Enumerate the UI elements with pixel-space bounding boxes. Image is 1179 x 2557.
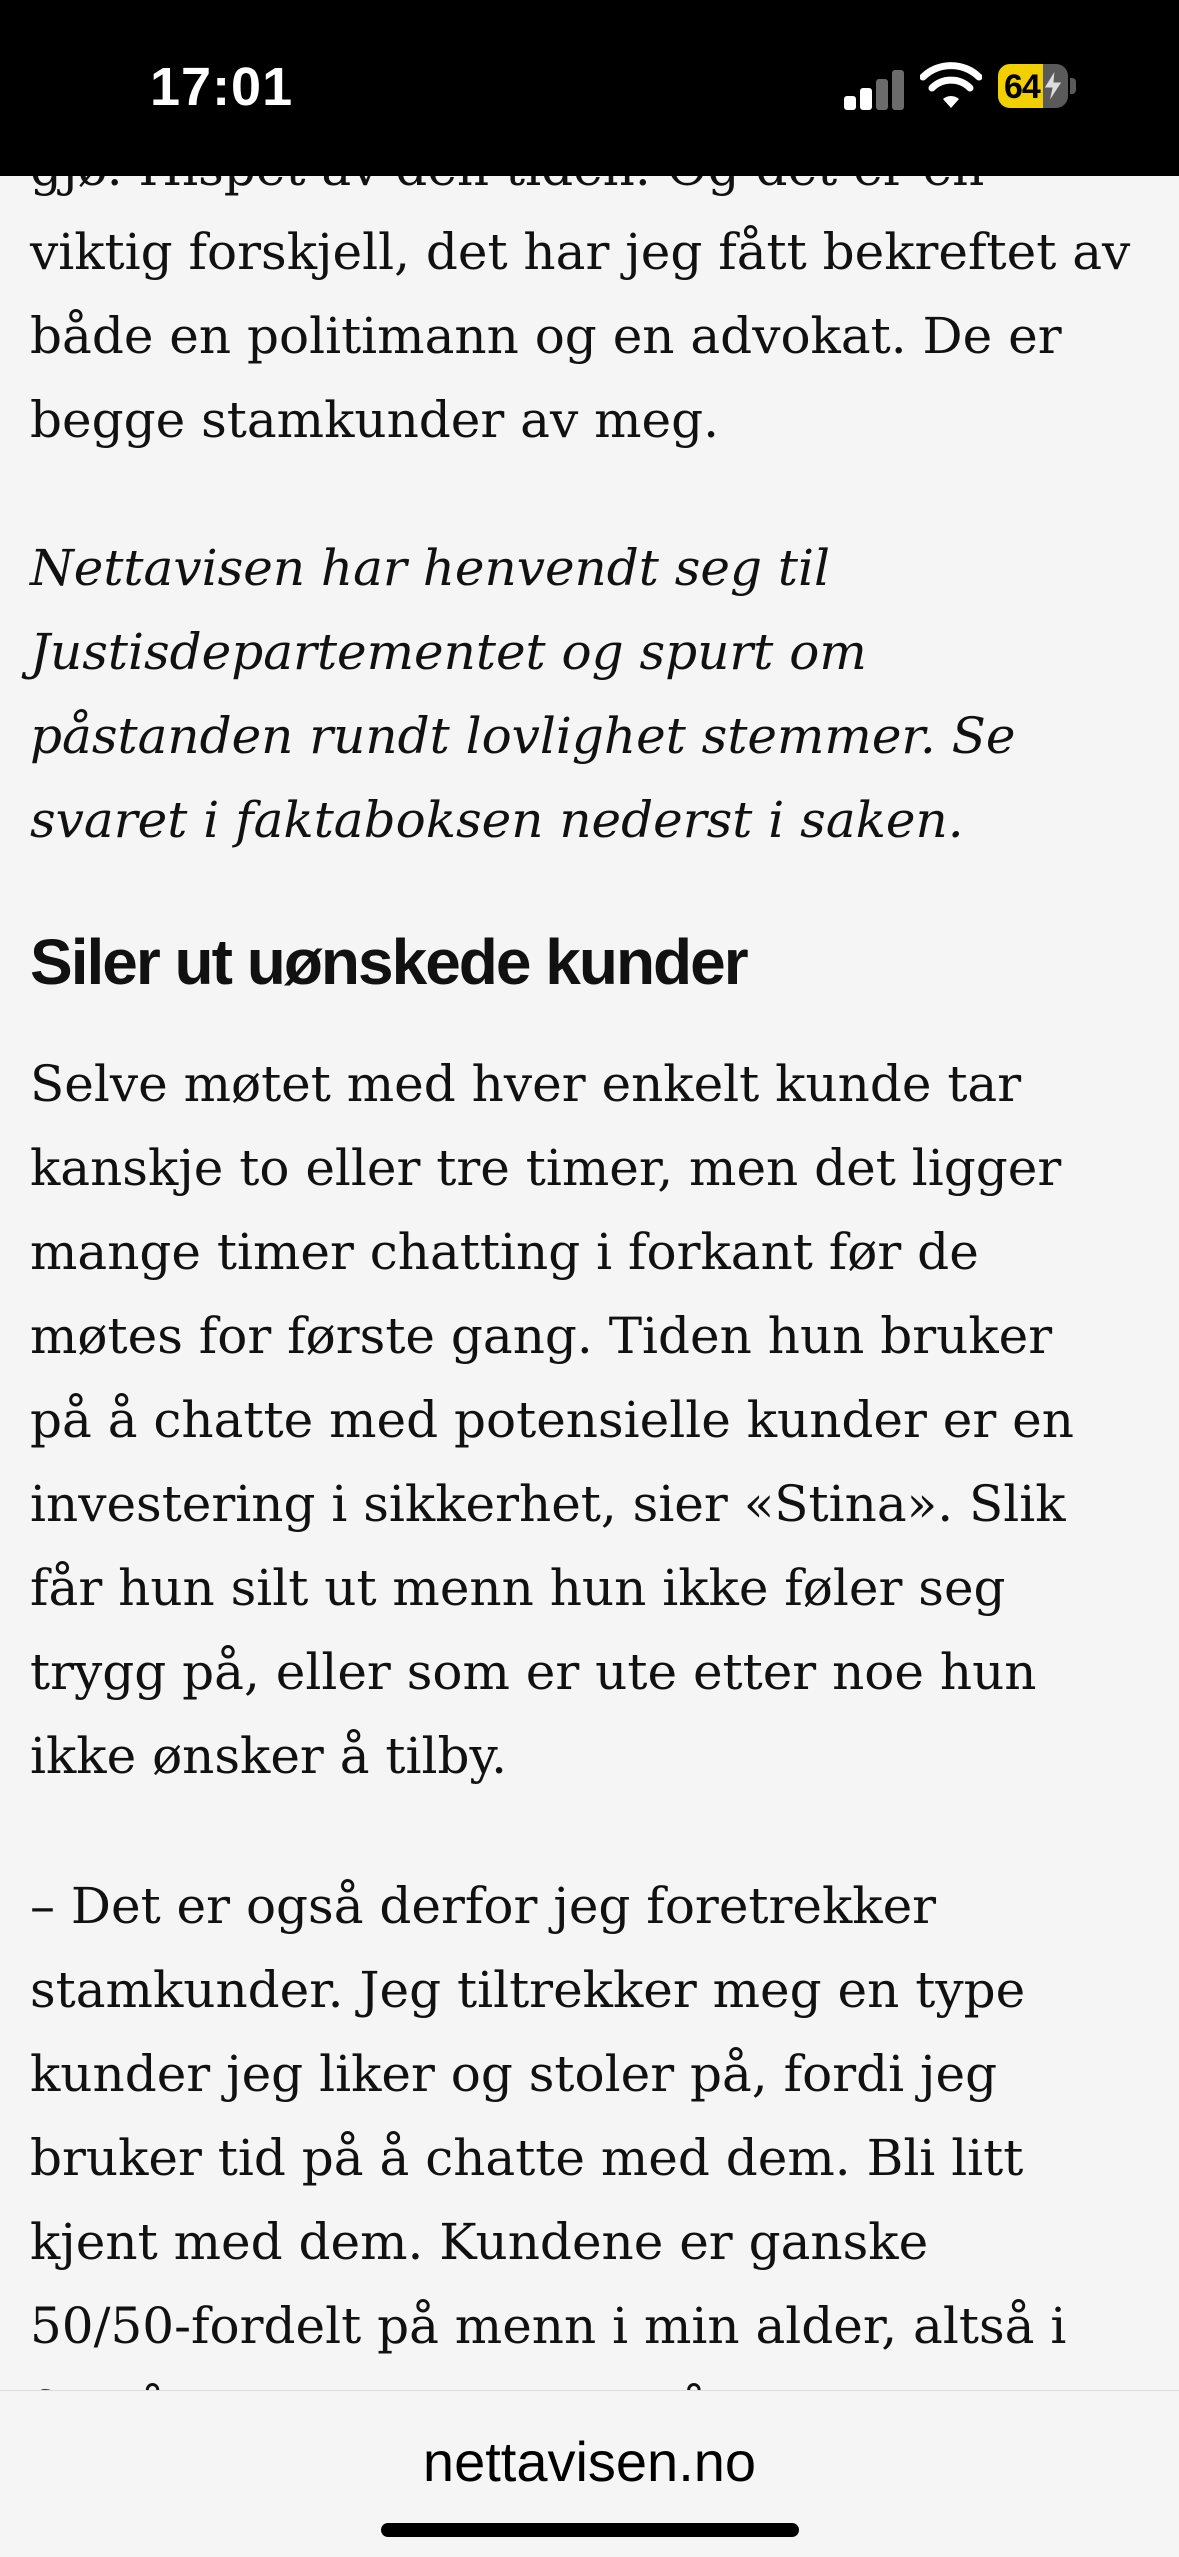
charging-bolt-icon: [1042, 70, 1064, 102]
text-line: bruker tid på å chatte med dem. Bli litt: [30, 2129, 1024, 2187]
browser-url-bar[interactable]: [0, 2390, 1179, 2557]
status-time: 17:01: [150, 57, 294, 117]
text-line: trygg på, eller som er ute etter noe hun: [30, 1643, 1037, 1701]
editorial-note: [30, 526, 1015, 862]
text-line: viktig forskjell, det har jeg fått bekreftet av: [30, 223, 1131, 281]
text-line: får hun silt ut menn hun ikke føler seg: [30, 1559, 1006, 1617]
text-line: kanskje to eller tre timer, men det ligger: [30, 1139, 1062, 1197]
text-line: kunder jeg liker og stoler på, fordi jeg: [30, 2045, 998, 2103]
text-line: Selve møtet med hver enkelt kunde tar: [30, 1055, 1022, 1113]
battery-percent: 64: [1004, 68, 1040, 106]
text-line: mange timer chatting i forkant før de: [30, 1223, 979, 1281]
url-text[interactable]: nettavisen.no: [422, 2430, 757, 2493]
battery-body: [998, 64, 1068, 108]
text-line: på å chatte med potensielle kunder er en: [30, 1391, 1074, 1449]
article-paragraph: [30, 1864, 1066, 2452]
section-heading: Siler ut uønskede kunder: [30, 926, 747, 998]
home-indicator[interactable]: [381, 2523, 799, 2537]
text-line: Justisdepartementet og spurt om: [30, 623, 867, 681]
text-line: svaret i faktaboksen nederst i saken.: [30, 791, 964, 849]
text-line: møtes for første gang. Tiden hun bruker: [30, 1307, 1053, 1365]
text-line: ikke ønsker å tilby.: [30, 1727, 508, 1785]
cellular-signal-icon: [844, 68, 906, 110]
text-line: investering i sikkerhet, sier «Stina». Slik: [30, 1475, 1066, 1533]
text-line: 50/50-fordelt på menn i min alder, altså i: [30, 2297, 1067, 2355]
text-line: påstanden rundt lovlighet stemmer. Se: [30, 707, 1016, 765]
text-line: Nettavisen har henvendt seg til: [30, 539, 830, 597]
status-bar: [0, 0, 1179, 176]
text-line: kjent med dem. Kundene er ganske: [30, 2213, 929, 2271]
text-line: begge stamkunder av meg.: [30, 391, 720, 449]
battery-cap: [1070, 78, 1076, 94]
battery-charging-icon: [998, 64, 1072, 108]
text-line: – Det er også derfor jeg foretrekker: [30, 1877, 937, 1935]
article-paragraph: [30, 1042, 1074, 1798]
text-line: stamkunder. Jeg tiltrekker meg en type: [30, 1961, 1026, 2019]
wifi-icon: [920, 62, 982, 110]
text-line: både en politimann og en advokat. De er: [30, 307, 1062, 365]
